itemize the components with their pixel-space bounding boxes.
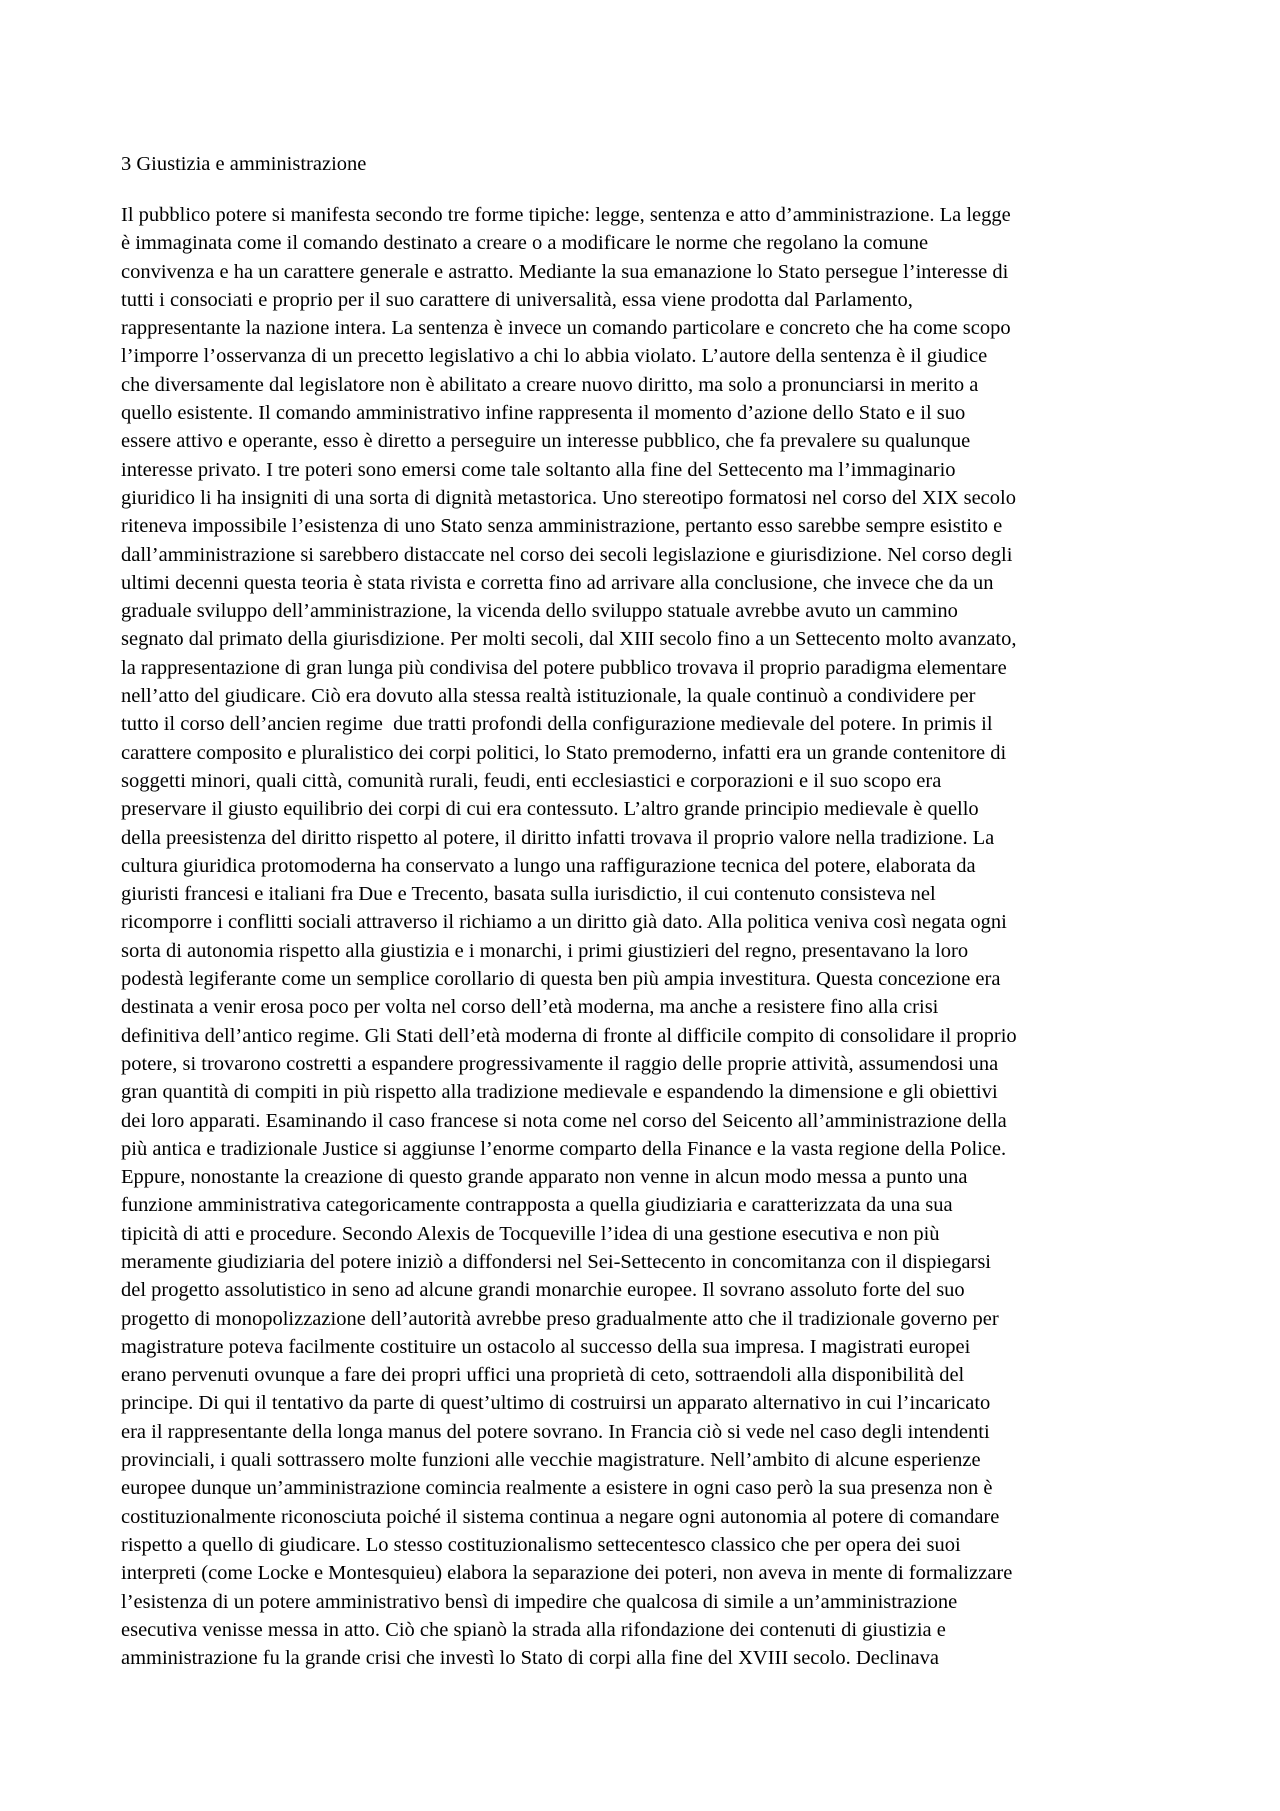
body-paragraph <box>121 201 1171 1672</box>
section-heading: 3 Giustizia e amministrazione <box>121 153 367 175</box>
text-line: giuridico li ha insigniti di una sorta di dignità metastorica. Uno stereotipo formatosi nel corso del XIX secolo <box>121 486 1016 509</box>
text-line: costituzionalmente riconosciuta poiché il sistema continua a negare ogni autonomia al potere di comandare <box>121 1505 1000 1528</box>
text-line: segnato dal primato della giurisdizione. Per molti secoli, dal XIII secolo fino a un Settecento molto avanzato, <box>121 628 1017 651</box>
text-line: nell’atto del giudicare. Ciò era dovuto alla stessa realtà istituzionale, la quale continuò a condividere per <box>121 685 976 708</box>
text-line: destinata a venir erosa poco per volta nel corso dell’età moderna, ma anche a resistere fino alla crisi <box>121 996 939 1019</box>
text-line: cultura giuridica protomoderna ha conservato a lungo una raffigurazione tecnica del potere, elaborata da <box>121 854 976 877</box>
text-line: convivenza e ha un carattere generale e astratto. Mediante la sua emanazione lo Stato persegue l’interesse di <box>121 260 1009 283</box>
text-line: Eppure, nonostante la creazione di questo grande apparato non venne in alcun modo messa a punto una <box>121 1166 968 1189</box>
text-line: del progetto assolutistico in seno ad alcune grandi monarchie europee. Il sovrano assoluto forte del suo <box>121 1279 965 1302</box>
text-line: potere, si trovarono costretti a espandere progressivamente il raggio delle proprie attività, assumendosi una <box>121 1052 999 1075</box>
text-line: amministrazione fu la grande crisi che investì lo Stato di corpi alla fine del XVIII secolo. Declinava <box>121 1647 940 1670</box>
text-line: preservare il giusto equilibrio dei corpi di cui era contessuto. L’altro grande principio medievale è quello <box>121 798 979 821</box>
text-line: esecutiva venisse messa in atto. Ciò che spianò la strada alla rifondazione dei contenuti di giustizia e <box>121 1618 946 1641</box>
text-line: graduale sviluppo dell’amministrazione, la vicenda dello sviluppo statuale avrebbe avuto un cammino <box>121 600 958 623</box>
text-line: meramente giudiziaria del potere iniziò a diffondersi nel Sei-Settecento in concomitanza con il dispiegarsi <box>121 1250 991 1273</box>
text-line: quello esistente. Il comando amministrativo infine rappresenta il momento d’azione dello Stato e il suo <box>121 402 966 425</box>
text-line: della preesistenza del diritto rispetto al potere, il diritto infatti trovava il proprio valore nella tradizione. La <box>121 826 995 849</box>
text-line: interesse privato. I tre poteri sono emersi come tale soltanto alla fine del Settecento ma l’immaginario <box>121 458 956 481</box>
text-line: dall’amministrazione si sarebbero distaccate nel corso dei secoli legislazione e giurisdizione. Nel corso degli <box>121 543 1013 566</box>
text-line: tutti i consociati e proprio per il suo carattere di universalità, essa viene prodotta dal Parlamento, <box>121 288 913 311</box>
text-line: progetto di monopolizzazione dell’autorità avrebbe preso gradualmente atto che il tradizionale governo per <box>121 1307 999 1330</box>
text-line: ricomporre i conflitti sociali attraverso il richiamo a un diritto già dato. Alla politica veniva così negata ogni <box>121 911 1007 934</box>
text-line: principe. Di qui il tentativo da parte di quest’ultimo di costruirsi un apparato alternativo in cui l’incaricato <box>121 1392 991 1415</box>
text-line: la rappresentazione di gran lunga più condivisa del potere pubblico trovava il proprio paradigma elementare <box>121 656 1007 679</box>
text-line: definitiva dell’antico regime. Gli Stati dell’età moderna di fronte al difficile compito di consolidare il proprio <box>121 1024 1017 1047</box>
text-line: erano pervenuti ovunque a fare dei propri uffici una proprietà di ceto, sottraendoli alla disponibilità del <box>121 1364 965 1387</box>
text-line: magistrature poteva facilmente costituire un ostacolo al successo della sua impresa. I magistrati europei <box>121 1335 971 1358</box>
text-line: l’imporre l’osservanza di un precetto legislativo a chi lo abbia violato. L’autore della sentenza è il giudice <box>121 345 988 368</box>
text-line: funzione amministrativa categoricamente contrapposta a quella giudiziaria e caratterizzata da una sua <box>121 1194 953 1217</box>
text-line: gran quantità di compiti in più rispetto alla tradizione medievale e espandendo la dimensione e gli obiettivi <box>121 1081 998 1104</box>
text-line: rappresentante la nazione intera. La sentenza è invece un comando particolare e concreto che ha come scopo <box>121 317 1011 340</box>
text-line: carattere composito e pluralistico dei corpi politici, lo Stato premoderno, infatti era un grande contenitore di <box>121 741 1007 764</box>
text-line: interpreti (come Locke e Montesquieu) elabora la separazione dei poteri, non aveva in mente di formalizzare <box>121 1562 1013 1585</box>
text-line: giuristi francesi e italiani fra Due e Trecento, basata sulla iurisdictio, il cui contenuto consisteva nel <box>121 883 936 906</box>
text-line: tutto il corso dell’ancien regime due tratti profondi della configurazione medievale del potere. In primis il <box>121 713 993 736</box>
text-line: è immaginata come il comando destinato a creare o a modificare le norme che regolano la comune <box>121 232 929 255</box>
text-line: soggetti minori, quali città, comunità rurali, feudi, enti ecclesiastici e corporazioni e il suo scopo era <box>121 769 942 792</box>
text-line: dei loro apparati. Esaminando il caso francese si nota come nel corso del Seicento all’amministrazione della <box>121 1109 1007 1132</box>
text-line: Il pubblico potere si manifesta secondo tre forme tipiche: legge, sentenza e atto d’amministrazione. La legge <box>121 204 1011 226</box>
text-line: podestà legiferante come un semplice corollario di questa ben più ampia investitura. Questa concezione era <box>121 968 1001 991</box>
text-line: che diversamente dal legislatore non è abilitato a creare nuovo diritto, ma solo a pronunciarsi in merito a <box>121 373 979 396</box>
text-line: l’esistenza di un potere amministrativo bensì di impedire che qualcosa di simile a un’amministrazione <box>121 1590 958 1613</box>
text-line: ultimi decenni questa teoria è stata rivista e corretta fino ad arrivare alla conclusione, che invece che da un <box>121 571 994 594</box>
text-line: riteneva impossibile l’esistenza di uno Stato senza amministrazione, pertanto esso sarebbe sempre esistito e <box>121 515 1003 538</box>
text-line: tipicità di atti e procedure. Secondo Alexis de Tocqueville l’idea di una gestione esecutiva e non più <box>121 1222 940 1245</box>
text-line: rispetto a quello di giudicare. Lo stesso costituzionalismo settecentesco classico che per opera dei suoi <box>121 1533 961 1556</box>
text-line: più antica e tradizionale Justice si aggiunse l’enorme comparto della Finance e la vasta regione della Police. <box>121 1137 1007 1160</box>
text-line: provinciali, i quali sottrassero molte funzioni alle vecchie magistrature. Nell’ambito di alcune esperienze <box>121 1449 981 1472</box>
text-line: essere attivo e operante, esso è diretto a perseguire un interesse pubblico, che fa prevalere su qualunque <box>121 430 971 453</box>
text-line: sorta di autonomia rispetto alla giustizia e i monarchi, i primi giustizieri del regno, presentavano la loro <box>121 939 969 962</box>
text-line: europee dunque un’amministrazione comincia realmente a esistere in ogni caso però la sua presenza non è <box>121 1477 993 1500</box>
text-line: era il rappresentante della longa manus del potere sovrano. In Francia ciò si vede nel caso degli intendenti <box>121 1420 990 1443</box>
